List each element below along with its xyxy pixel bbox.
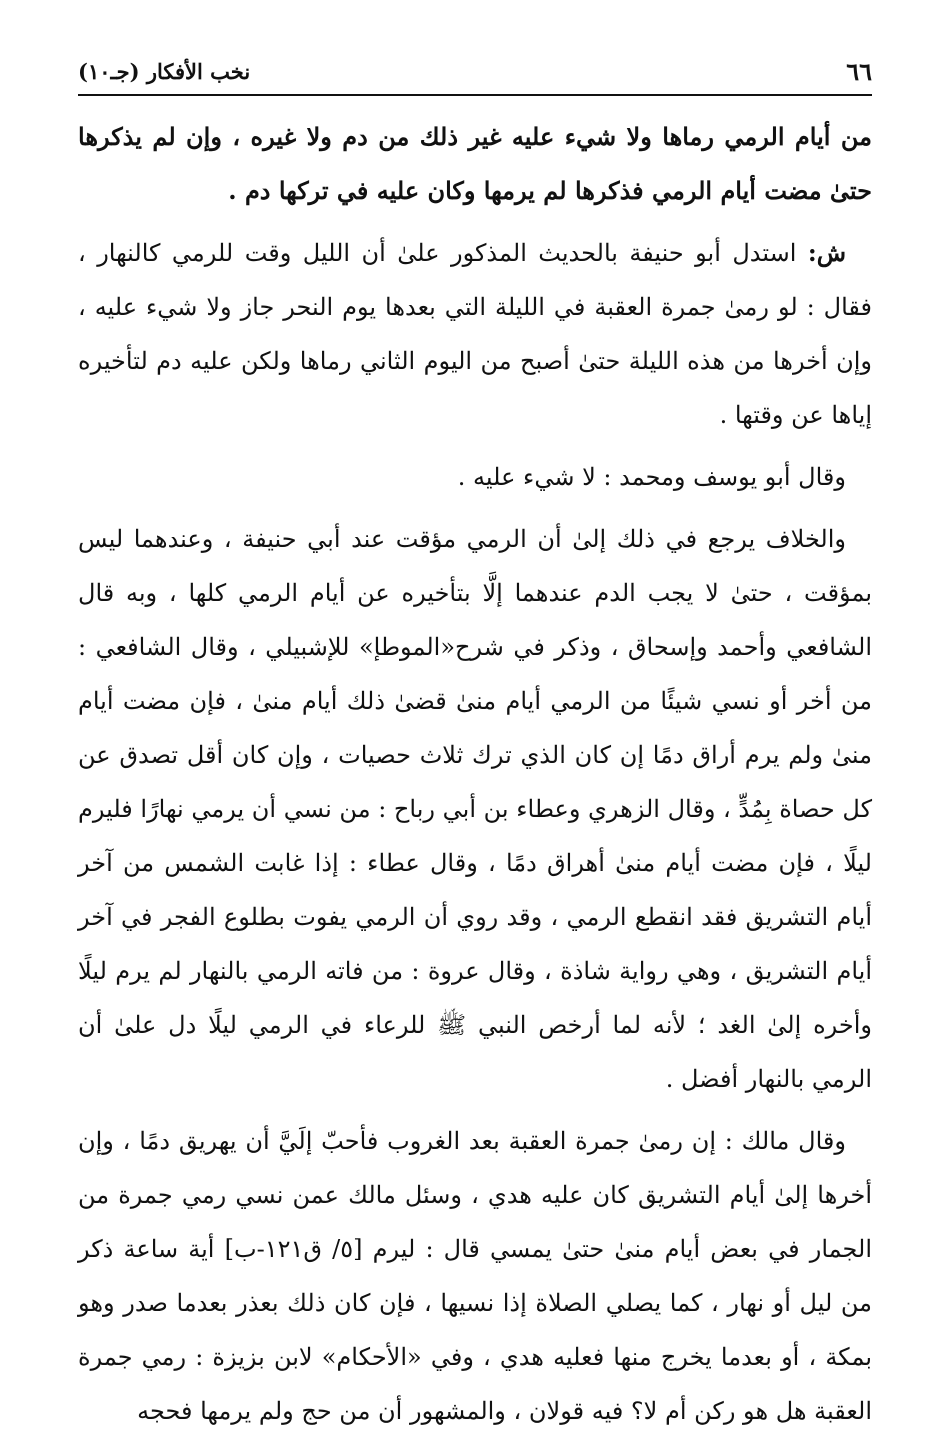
body-paragraph: والخلاف يرجع في ذلك إلىٰ أن الرمي مؤقت عند أبي حنيفة ، وعندهما ليس بمؤقت ، حتىٰ لا يجب الدم عندهما إلَّا بتأخيره عن أيام الرمي كلها ، وبه قال الشافعي وأحمد وإسحاق ، وذكر في شرح«الموطإ» للإشبيلي ، وقال الشافعي : من أخر أو نسي شيئًا من الرمي أيام منىٰ قضىٰ ذلك أيام منىٰ ، فإن مضت أيام منىٰ ولم يرم أراق دمًا إن كان الذي ترك ثلاث حصيات ، وإن كان أقل تصدق عن كل حصاة بِمُدٍّ ، وقال الزهري وعطاء بن أبي رباح : من نسي أن يرمي نهارًا فليرم ليلًا ، فإن مضت أيام منىٰ أهراق دمًا ، وقال عطاء : إذا غابت الشمس من آخر أيام التشريق فقد انقطع الرمي ، وقد روي أن الرمي يفوت بطلوع الفجر في آخر أيام التشريق ، وهي رواية شاذة ، وقال عروة : من فاته الرمي بالنهار لم يرم ليلًا وأخره إلىٰ الغد ؛ لأنه لما أرخص النبي ﷺ للرعاء في الرمي ليلًا دل علىٰ أن الرمي بالنهار أفضل .	[78, 525, 872, 1093]
paragraph-gap	[78, 442, 872, 450]
page-number: ٦٦	[846, 56, 872, 86]
document-page	[78, 48, 872, 1438]
sharh-paragraph	[78, 226, 872, 442]
page-header	[78, 48, 872, 96]
body-paragraph: وقال مالك : إن رمىٰ جمرة العقبة بعد الغروب فأحبّ إلَيَّ أن يهريق دمًا ، وإن أخرها إلىٰ أيام التشريق كان عليه هدي ، وسئل مالك عمن نسي رمي جمرة من الجمار في بعض أيام منىٰ حتىٰ يمسي قال : ليرم [٥/ ق١٢١-ب] أية ساعة ذكر من ليل أو نهار ، كما يصلي الصلاة إذا نسيها ، فإن كان ذلك بعذر بعدما صدر وهو بمكة ، أو بعدما يخرج منها فعليه هدي ، وفي «الأحكام» لابن بزيزة : رمي جمرة العقبة هل هو ركن أم لا؟ فيه قولان ، والمشهور أن من حج ولم يرمها فحجه	[78, 1127, 873, 1425]
matn-paragraph: من أيام الرمي رماها ولا شيء عليه غير ذلك من دم ولا غيره ، وإن لم يذكرها حتىٰ مضت أيام الرمي فذكرها لم يرمها وكان عليه في تركها دم .	[78, 122, 872, 205]
paragraph-gap	[78, 1106, 872, 1114]
body-paragraph: وقال أبو يوسف ومحمد : لا شيء عليه .	[457, 463, 846, 491]
paragraph-gap	[78, 218, 872, 226]
sharh-text: استدل أبو حنيفة بالحديث المذكور علىٰ أن الليل وقت للرمي كالنهار ، فقال : لو رمىٰ جمرة العقبة في الليلة التي بعدها يوم النحر جاز ولا شيء عليه ، وإن أخرها من هذه الليلة حتىٰ أصبح من اليوم الثاني رماها ولكن عليه دم لتأخيره إياها عن وقتها .	[78, 239, 873, 429]
running-title: نخب الأفكار (جـ١٠)	[78, 58, 251, 84]
page-body	[78, 110, 872, 1438]
sharh-marker: ش:	[807, 238, 846, 267]
paragraph-gap	[78, 504, 872, 512]
